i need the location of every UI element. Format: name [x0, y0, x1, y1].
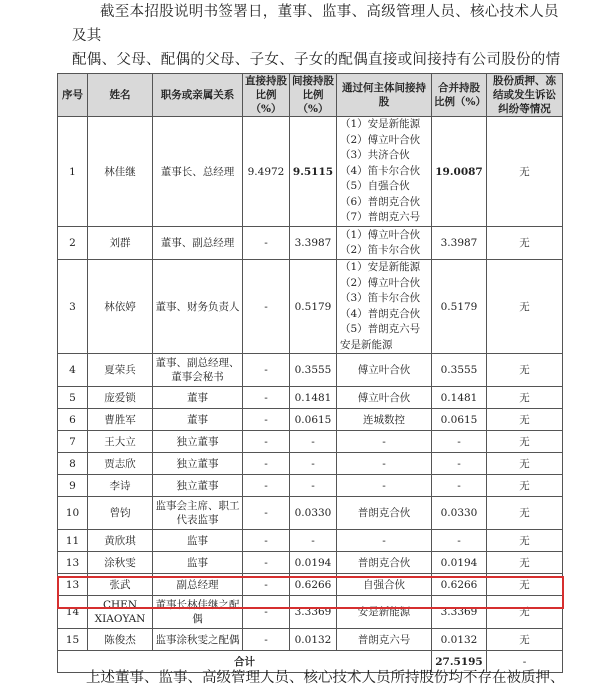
via-entity: （4）普朗克合伙: [340, 307, 421, 320]
cell-seq: 15: [58, 629, 88, 651]
cell-total: -: [432, 475, 487, 497]
cell-name: 王大立: [88, 431, 153, 453]
header-direct: 直接持股比例（%）: [243, 74, 290, 117]
cell-via: [337, 453, 432, 475]
cell-direct: -: [243, 354, 290, 387]
cell-seq: 6: [58, 409, 88, 431]
cell-via: [337, 354, 432, 387]
cell-via: [337, 387, 432, 409]
cell-indirect: 0.0194: [290, 552, 337, 574]
via-entity: 安是新能源: [340, 338, 393, 351]
cell-via: [337, 596, 432, 629]
cell-role: 独立董事: [153, 431, 243, 453]
cell-total: 0.6266: [432, 574, 487, 596]
cell-via: [337, 530, 432, 552]
table-row: [58, 530, 563, 552]
cell-pledge: 无: [487, 453, 563, 475]
cell-name: 曹胜军: [88, 409, 153, 431]
cell-name: 庞爱锁: [88, 387, 153, 409]
via-entity: （1）安是新能源: [340, 118, 421, 131]
footer-pledge: -: [487, 651, 563, 673]
cell-total: 0.0330: [432, 497, 487, 530]
via-entity: （4）笛卡尔合伙: [340, 164, 421, 177]
table-row: [58, 497, 563, 530]
outro-paragraph: 上述董事、监事、高级管理人员、核心技术人员所持股份均不存在被质押、: [86, 670, 565, 686]
table-row: [58, 431, 563, 453]
table-row: [58, 475, 563, 497]
header-seq: 序号: [58, 74, 88, 117]
cell-role: 独立董事: [153, 453, 243, 475]
cell-name: 陈俊杰: [88, 629, 153, 651]
via-entity: （5）普朗克六号: [340, 323, 421, 335]
cell-role: 监事: [153, 530, 243, 552]
cell-pledge: 无: [487, 596, 563, 629]
cell-seq: 2: [58, 227, 88, 260]
cell-via: [337, 431, 432, 453]
cell-role: 董事: [153, 409, 243, 431]
cell-role: 独立董事: [153, 475, 243, 497]
cell-role: 监事会主席、职工代表监事: [153, 497, 243, 530]
via-entity: （1）安是新能源: [340, 261, 421, 273]
cell-role: 董事长、总经理: [153, 117, 243, 227]
cell-seq: 14: [58, 596, 88, 629]
cell-indirect: 0.3555: [290, 354, 337, 387]
cell-indirect: 9.5115: [290, 117, 337, 227]
via-entity: 安是新能源: [357, 606, 411, 618]
via-entity: （3）笛卡尔合伙: [340, 292, 421, 304]
via-entity: （5）自强合伙: [340, 180, 410, 193]
via-entity: -: [382, 457, 386, 470]
cell-via: [337, 574, 432, 596]
via-entity: （7）普朗克六号: [340, 211, 421, 224]
cell-name: CHEN XIAOYAN: [88, 596, 153, 629]
cell-seq: 13: [58, 552, 88, 574]
cell-direct: -: [243, 475, 290, 497]
cell-seq: 7: [58, 431, 88, 453]
cell-pledge: 无: [487, 431, 563, 453]
via-entity: 傅立叶合伙: [357, 364, 411, 376]
cell-indirect: 0.5179: [290, 260, 337, 354]
via-entity: （1）傅立叶合伙: [340, 228, 421, 241]
cell-indirect: -: [290, 453, 337, 475]
via-entity: （2）傅立叶合伙: [340, 276, 421, 289]
cell-seq: 1: [58, 117, 88, 227]
cell-total: 0.3555: [432, 354, 487, 387]
cell-pledge: 无: [487, 629, 563, 651]
cell-total: -: [432, 431, 487, 453]
cell-role: 董事、副总经理: [153, 227, 243, 260]
cell-name: 黄欣琪: [88, 530, 153, 552]
cell-name: 贾志欣: [88, 453, 153, 475]
cell-indirect: 3.3987: [290, 227, 337, 260]
cell-indirect: 3.3369: [290, 596, 337, 629]
table-row: [58, 574, 563, 596]
cell-pledge: 无: [487, 574, 563, 596]
header-name: 姓名: [88, 74, 153, 117]
table-row: [58, 354, 563, 387]
via-entity: （2）傅立叶合伙: [340, 133, 421, 146]
intro-line-2: 配偶、父母、配偶的父母、子女、子女的配偶直接或间接持有公司股份的情: [72, 52, 561, 68]
header-role: 职务或亲属关系: [153, 74, 243, 117]
cell-total: 19.0087: [432, 117, 487, 227]
cell-name: 林佳继: [88, 117, 153, 227]
cell-via: [337, 227, 432, 260]
cell-role: 董事: [153, 387, 243, 409]
cell-name: 李诗: [88, 475, 153, 497]
cell-direct: -: [243, 260, 290, 354]
cell-total: 3.3987: [432, 227, 487, 260]
cell-seq: 4: [58, 354, 88, 387]
cell-direct: -: [243, 530, 290, 552]
header-via: 通过何主体间接持股: [337, 74, 432, 117]
cell-role: 董事长林佳继之配偶: [153, 596, 243, 629]
header-pledge: 股份质押、冻结或发生诉讼纠纷等情况: [487, 74, 563, 117]
cell-direct: -: [243, 431, 290, 453]
cell-indirect: 0.0132: [290, 629, 337, 651]
table-row: [58, 260, 563, 354]
cell-seq: 8: [58, 453, 88, 475]
table-row: [58, 596, 563, 629]
shareholding-table-container: [57, 73, 562, 673]
cell-role: 副总经理: [153, 574, 243, 596]
shareholding-table: [57, 73, 563, 673]
cell-direct: -: [243, 596, 290, 629]
cell-seq: 9: [58, 475, 88, 497]
via-entity: 连城数控: [363, 413, 405, 426]
cell-total: -: [432, 453, 487, 475]
cell-pledge: 无: [487, 497, 563, 530]
via-entity: （2）笛卡尔合伙: [340, 244, 421, 256]
cell-direct: -: [243, 409, 290, 431]
cell-indirect: -: [290, 431, 337, 453]
cell-total: 0.5179: [432, 260, 487, 354]
cell-pledge: 无: [487, 260, 563, 354]
cell-total: -: [432, 530, 487, 552]
cell-via: [337, 629, 432, 651]
table-body: [58, 117, 563, 651]
cell-via: [337, 497, 432, 530]
cell-direct: -: [243, 497, 290, 530]
footer-total: 27.5195: [432, 651, 487, 673]
cell-total: 3.3369: [432, 596, 487, 629]
footer-label: 合计: [58, 651, 432, 673]
cell-indirect: 0.1481: [290, 387, 337, 409]
cell-direct: -: [243, 453, 290, 475]
cell-total: 0.0194: [432, 552, 487, 574]
via-entity: -: [382, 479, 386, 492]
cell-via: [337, 117, 432, 227]
cell-pledge: 无: [487, 409, 563, 431]
cell-via: [337, 260, 432, 354]
via-entity: 傅立叶合伙: [357, 391, 411, 404]
cell-seq: 3: [58, 260, 88, 354]
cell-pledge: 无: [487, 552, 563, 574]
cell-via: [337, 552, 432, 574]
table-row: [58, 227, 563, 260]
cell-pledge: 无: [487, 387, 563, 409]
cell-direct: -: [243, 552, 290, 574]
cell-role: 监事涂秋雯之配偶: [153, 629, 243, 651]
cell-indirect: -: [290, 475, 337, 497]
cell-indirect: 0.0615: [290, 409, 337, 431]
cell-direct: 9.4972: [243, 117, 290, 227]
table-row: [58, 453, 563, 475]
cell-pledge: 无: [487, 530, 563, 552]
cell-seq: 11: [58, 530, 88, 552]
cell-name: 夏荣兵: [88, 354, 153, 387]
cell-pledge: 无: [487, 117, 563, 227]
cell-via: [337, 475, 432, 497]
via-entity: -: [382, 435, 386, 448]
cell-role: 董事、副总经理、董事会秘书: [153, 354, 243, 387]
cell-seq: 5: [58, 387, 88, 409]
via-entity: -: [382, 534, 386, 547]
cell-direct: -: [243, 629, 290, 651]
table-row: [58, 387, 563, 409]
cell-role: 董事、财务负责人: [153, 260, 243, 354]
cell-direct: -: [243, 574, 290, 596]
via-entity: 普朗克六号: [357, 633, 411, 646]
table-row: [58, 117, 563, 227]
cell-name: 张武: [88, 574, 153, 596]
header-total: 合并持股比例（%）: [432, 74, 487, 117]
cell-direct: -: [243, 227, 290, 260]
cell-indirect: -: [290, 530, 337, 552]
cell-seq: 10: [58, 497, 88, 530]
cell-name: 曾钧: [88, 497, 153, 530]
via-entity: （6）普朗克合伙: [340, 195, 421, 208]
cell-pledge: 无: [487, 354, 563, 387]
cell-via: [337, 409, 432, 431]
cell-indirect: 0.0330: [290, 497, 337, 530]
cell-total: 0.0615: [432, 409, 487, 431]
table-row: [58, 552, 563, 574]
table-row: [58, 409, 563, 431]
cell-pledge: 无: [487, 475, 563, 497]
cell-indirect: 0.6266: [290, 574, 337, 596]
header-indirect: 间接持股比例（%）: [290, 74, 337, 117]
cell-name: 林依婷: [88, 260, 153, 354]
via-entity: 普朗克合伙: [357, 507, 411, 519]
cell-direct: -: [243, 387, 290, 409]
cell-role: 监事: [153, 552, 243, 574]
cell-total: 0.0132: [432, 629, 487, 651]
via-entity: 自强合伙: [363, 578, 405, 591]
cell-pledge: 无: [487, 227, 563, 260]
cell-name: 涂秋雯: [88, 552, 153, 574]
cell-seq: 13: [58, 574, 88, 596]
table-header-row: [58, 74, 563, 117]
intro-line-1: 截至本招股说明书签署日，董事、监事、高级管理人员、核心技术人员及其: [72, 4, 559, 44]
table-row: [58, 629, 563, 651]
via-entity: 普朗克合伙: [357, 556, 411, 569]
cell-name: 刘群: [88, 227, 153, 260]
cell-total: 0.1481: [432, 387, 487, 409]
via-entity: （3）共济合伙: [340, 149, 410, 162]
